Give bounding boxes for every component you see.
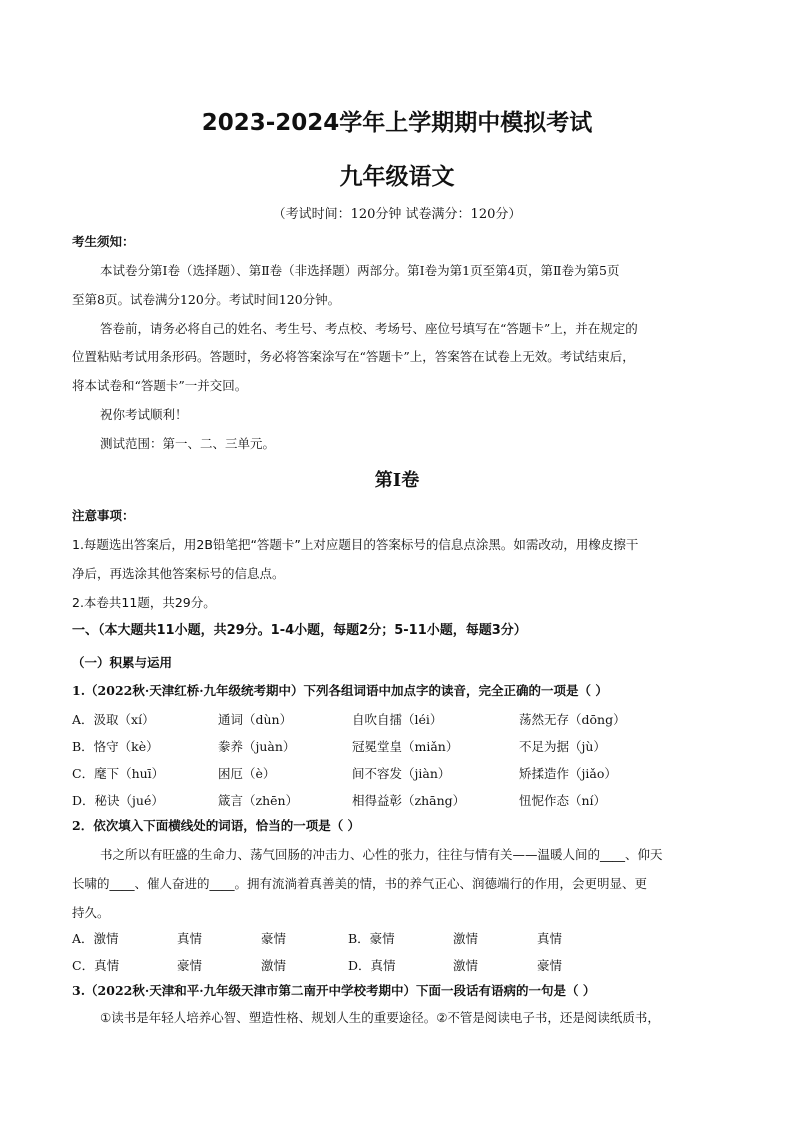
exam-subtitle: 九年级语文	[339, 164, 455, 190]
q1-word: 通词（dùn）	[218, 712, 293, 727]
q2-word: 豪情	[177, 958, 203, 973]
q2-word: 真情	[537, 931, 563, 946]
q2-word: 激情	[261, 958, 287, 973]
q1-option-b: B．恪守（kè）	[72, 739, 159, 754]
q1-word: 相得益彰（zhāng）	[352, 793, 466, 808]
q1-option-a: A．汲取（xí）	[72, 712, 155, 727]
q1-word: 忸怩作态（ní）	[519, 793, 607, 808]
q3-stem: 3.（2022秋·天津和平·九年级天津市第二南开中学校考期中）下面一段话有语病的一句是（ ）	[72, 983, 596, 998]
q1-word: 豢养（juàn）	[218, 739, 296, 754]
q1-option-row	[72, 737, 722, 755]
q2-passage-line1: 书之所以有旺盛的生命力、荡气回肠的冲击力、心性的张力，往往与情有关——温暖人间的____、仰天	[100, 847, 663, 862]
attention-item1-line2: 净后，再选涂其他答案标号的信息点。	[72, 566, 285, 581]
q1-stem: 1.（2022秋·天津红桥·九年级统考期中）下列各组词语中加点字的读音，完全正确的一项是（ ）	[72, 683, 608, 698]
q1-option-c: C．麾下（huī）	[72, 766, 165, 781]
exam-info: （考试时间：120分钟 试卷满分：120分）	[272, 207, 522, 222]
q1-word: 自吹自擂（léi）	[352, 712, 443, 727]
q2-word: 真情	[177, 931, 203, 946]
q1-option-row	[72, 791, 722, 809]
q2-passage-line2: 长啸的____、催人奋进的____。拥有流淌着真善美的情，书的养气正心、润德端行的作用，会更明显、更	[72, 876, 648, 891]
q2-word: 激情	[453, 931, 479, 946]
notice-scope: 测试范围：第一、二、三单元。	[100, 436, 276, 451]
q2-option-d: D．真情	[348, 958, 396, 973]
q1-word: 冠冕堂皇（miǎn）	[352, 739, 459, 754]
notice-p2-line1: 答卷前，请务必将自己的姓名、考生号、考点校、考场号、座位号填写在“答题卡”上，并在规定的	[100, 321, 638, 336]
q1-word: 不足为据（jù）	[519, 739, 606, 754]
q2-option-b: B．豪情	[348, 931, 395, 946]
q2-word: 激情	[453, 958, 479, 973]
q1-word: 箴言（zhēn）	[218, 793, 299, 808]
q1-option-d: D．秘诀（jué）	[72, 793, 164, 808]
notice-wish: 祝你考试顺利！	[100, 407, 188, 422]
part1-heading: 一、（本大题共11小题，共29分。1-4小题，每题2分；5-11小题，每题3分）	[72, 623, 527, 638]
attention-item1-line1: 1.每题选出答案后，用2B铅笔把“答题卡”上对应题目的答案标号的信息点涂黑。如需改动，用橡皮擦干	[72, 537, 639, 552]
part1-subheading: （一）积累与运用	[72, 655, 173, 670]
q2-option-c: C．真情	[72, 958, 120, 973]
q2-word: 豪情	[261, 931, 287, 946]
q2-option-row	[72, 956, 722, 974]
q3-text-line1: ①读书是年轻人培养心智、塑造性格、规划人生的重要途径。②不管是阅读电子书，还是阅读纸质书，	[100, 1010, 660, 1025]
q1-word: 荡然无存（dōng）	[519, 712, 626, 727]
notice-p2-line2: 位置粘贴考试用条形码。答题时，务必将答案涂写在“答题卡”上，答案答在试卷上无效。考试结束后，	[72, 349, 635, 364]
q2-passage-line3: 持久。	[72, 905, 110, 920]
q1-word: 矫揉造作（jiǎo）	[519, 766, 617, 781]
volume-title: 第Ⅰ卷	[374, 470, 420, 491]
notice-p1-line2: 至第8页。试卷满分120分。考试时间120分钟。	[72, 292, 341, 307]
notice-heading: 考生须知：	[72, 234, 135, 249]
q1-word: 困厄（è）	[218, 766, 276, 781]
notice-p1-line1: 本试卷分第Ⅰ卷（选择题）、第Ⅱ卷（非选择题）两部分。第Ⅰ卷为第1页至第4页，第Ⅱ卷为第5页	[100, 263, 620, 278]
q1-option-row	[72, 710, 722, 728]
q1-option-row	[72, 764, 722, 782]
attention-item2: 2.本卷共11题，共29分。	[72, 595, 216, 610]
q2-option-a: A．激情	[72, 931, 119, 946]
notice-p2-line3: 将本试卷和“答题卡”一并交回。	[72, 378, 248, 393]
q2-stem: 2．依次填入下面横线处的词语，恰当的一项是（ ）	[72, 818, 361, 833]
exam-title: 2023-2024学年上学期期中模拟考试	[201, 110, 593, 136]
q2-option-row	[72, 929, 722, 947]
q1-word: 间不容发（jiàn）	[352, 766, 451, 781]
q2-word: 豪情	[537, 958, 563, 973]
attention-heading: 注意事项：	[72, 508, 135, 523]
